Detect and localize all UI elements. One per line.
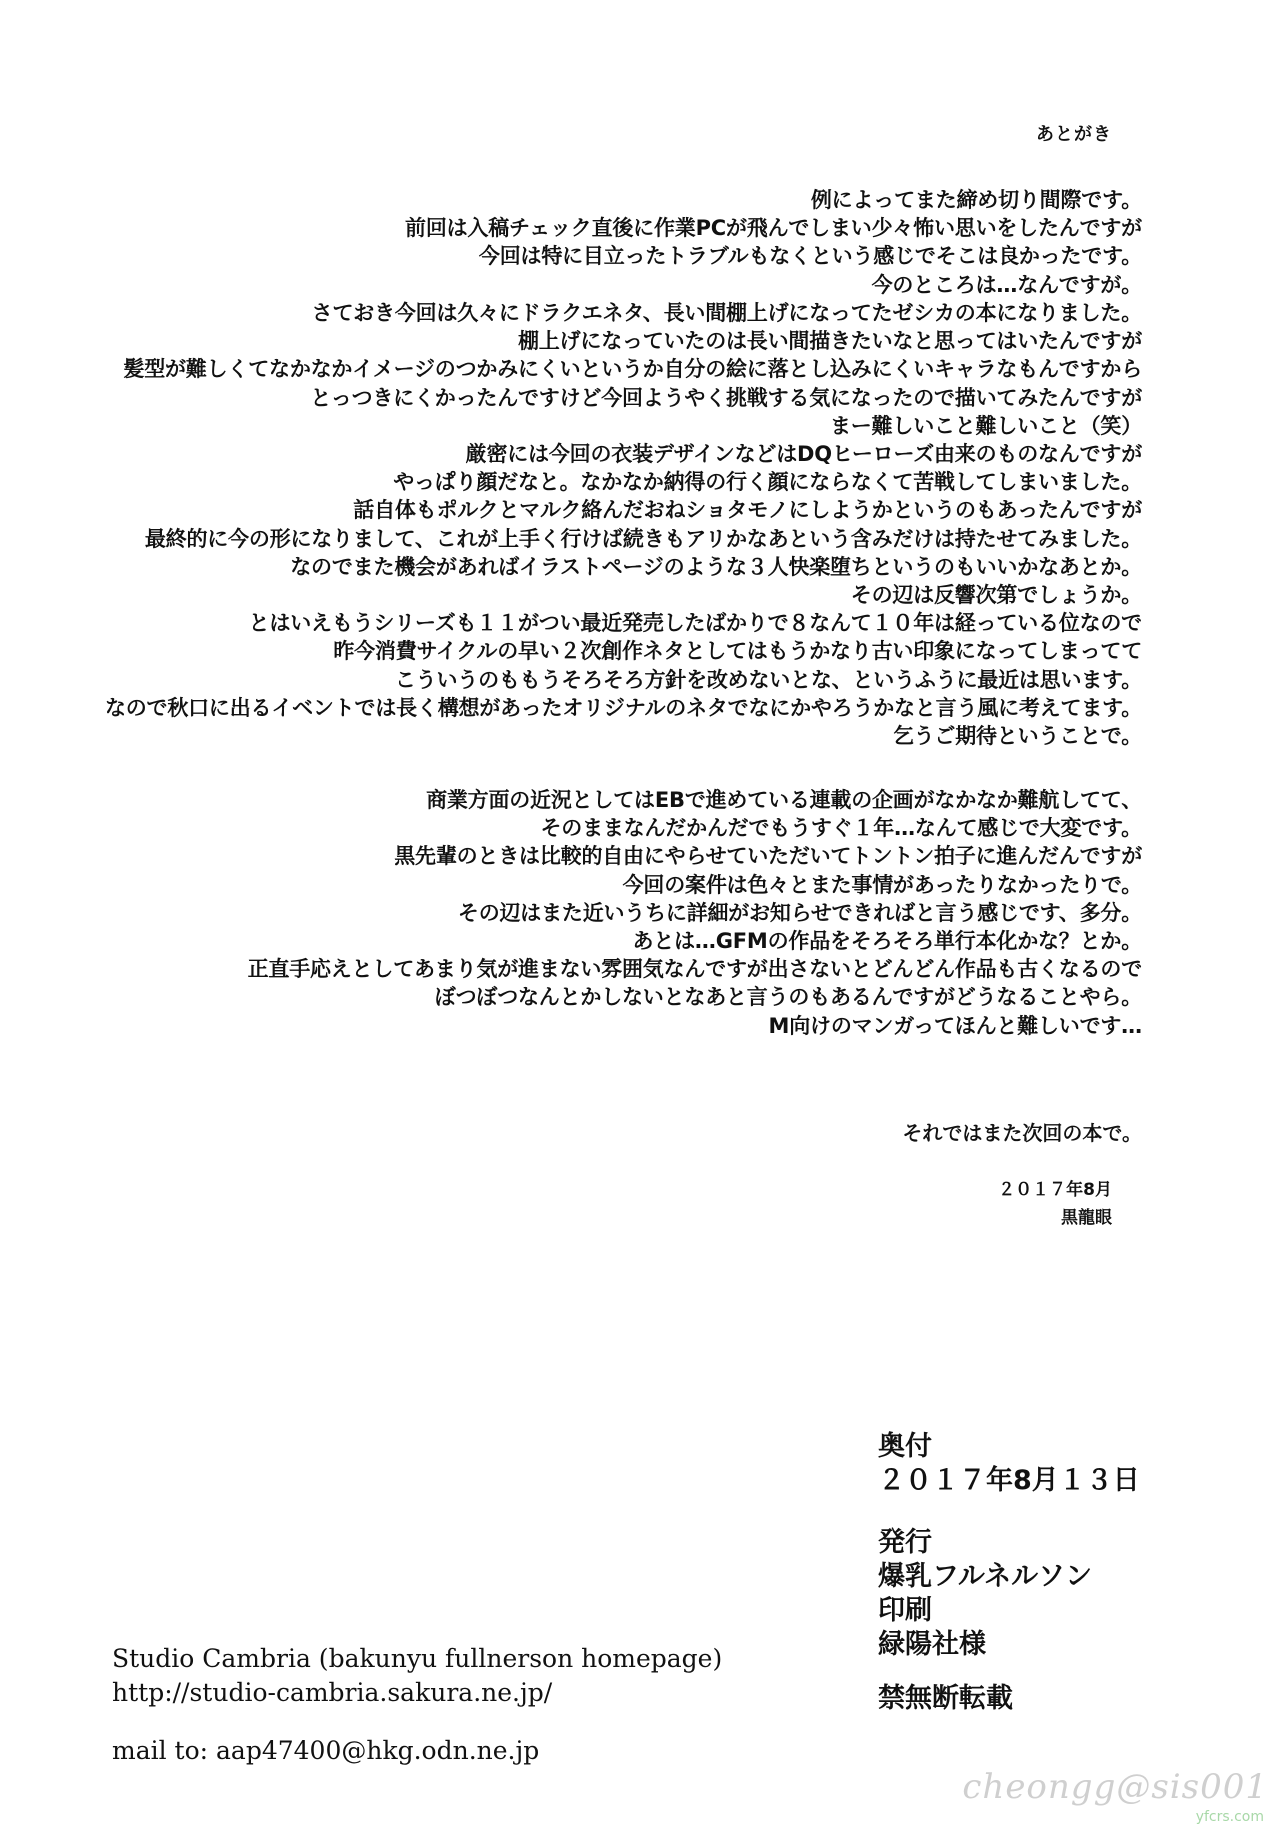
text-line: 昨今消費サイクルの早い２次創作ネタとしてはもうかなり古い印象になってしまってて: [333, 639, 1142, 664]
text-line: さておき今回は久々にドラクエネタ、長い間棚上げになってたゼシカの本になりました。: [311, 301, 1142, 325]
text-line: 今回の案件は色々とまた事情があったりなかったりで。: [622, 872, 1142, 897]
text-line: まー難しいこと難しいこと（笑）: [830, 413, 1142, 438]
afterword-heading: あとがき: [1036, 124, 1112, 145]
colophon: [878, 1430, 1140, 1716]
text-line: 話自体もポルクとマルク絡んだおねショタモノにしようかというのもあったんですが: [353, 498, 1142, 523]
text-line: やっぱり顔だなと。なかなか納得の行く顔にならなくて苦戦してしまいました。: [393, 470, 1142, 495]
text-line: とっつきにくかったんですけど今回ようやく挑戦する気になったので描いてみたんですが: [310, 385, 1142, 410]
text-line: あとは…GFMの作品をそろそろ単行本化かな？とか。: [632, 929, 1142, 954]
watermark-small: yfcrs.com: [1195, 1809, 1264, 1825]
afterword-signature: [998, 1176, 1112, 1232]
text-line: 黒先輩のときは比較的自由にやらせていただいてトントン拍子に進んだんですが: [394, 844, 1142, 869]
colophon-publisher: 爆乳フルネルソン: [878, 1561, 1093, 1592]
text-line: M向けのマンガってほんと難しいです…: [768, 1013, 1142, 1038]
watermark: cheongg@sis001: [962, 1767, 1268, 1807]
spacer: [878, 1662, 1140, 1682]
text-line: ぼつぼつなんとかしないとなあと言うのもあるんですがどうなることやら。: [434, 985, 1142, 1010]
afterword-paragraph-1: [405, 186, 1142, 299]
colophon-date: ２０１７年8月１３日: [878, 1465, 1140, 1496]
credit-block: [112, 1642, 722, 1710]
afterword-paragraph-2: [105, 299, 1142, 750]
contact-mail: mail to: aap47400@hkg.odn.ne.jp: [112, 1736, 540, 1765]
text-line: 棚上げになっていたのは長い間描きたいなと思ってはいたんですが: [518, 329, 1142, 354]
spacer: [878, 1498, 1140, 1526]
colophon-printer: 緑陽社様: [878, 1629, 986, 1660]
text-line: 前回は入稿チェック直後に作業PCが飛んでしまい少々怖い思いをしたんですが: [405, 216, 1142, 241]
afterword-closing: それではまた次回の本で。: [902, 1121, 1142, 1145]
text-line: なのでまた機会があればイラストページのような３人快楽堕ちというのもいいかなあとか。: [290, 554, 1142, 579]
afterword-paragraph-3: [248, 786, 1142, 1040]
text-line: なので秋口に出るイベントでは長く構想があったオリジナルのネタでなにかやろうかなと言う風に考えてます。: [104, 695, 1142, 720]
text-line: 今回は特に目立ったトラブルもなくという感じでそこは良かったです。: [478, 244, 1142, 269]
text-line: 今のところは…なんですが。: [871, 272, 1142, 297]
colophon-publish-label: 発行: [878, 1527, 932, 1558]
text-line: 乞うご期待ということで。: [892, 724, 1142, 749]
text-line: 最終的に今の形になりまして、これが上手く行けば続きもアリかなあという含みだけは持たせてみました。: [144, 526, 1142, 551]
site-name: Studio Cambria (bakunyu fullnerson homepage): [112, 1644, 723, 1673]
text-line: 例によってまた締め切り間際です。: [810, 188, 1142, 212]
text-line: 厳密には今回の衣装デザインなどはDQヒーローズ由来のものなんですが: [465, 442, 1142, 467]
colophon-title: 奥付: [878, 1431, 932, 1462]
afterword-author: 黒龍眼: [1061, 1208, 1112, 1228]
colophon-print-label: 印刷: [878, 1595, 932, 1626]
text-line: 正直手応えとしてあまり気が進まない雰囲気なんですが出さないとどんどん作品も古くなるので: [247, 957, 1142, 982]
text-line: とはいえもうシリーズも１１がつい最近発売したばかりで８なんて１０年は経っている位なので: [248, 611, 1142, 636]
colophon-notice: 禁無断転載: [878, 1683, 1013, 1714]
text-line: こういうのももうそろそろ方針を改めないとな、というふうに最近は思います。: [394, 667, 1142, 692]
text-line: その辺はまた近いうちに詳細がお知らせできればと言う感じです、多分。: [457, 900, 1142, 925]
text-line: そのままなんだかんだでもうすぐ１年…なんて感じで大変です。: [540, 816, 1142, 841]
text-line: 商業方面の近況としてはEBで進めている連載の企画がなかなか難航してて、: [426, 788, 1142, 812]
site-url: http://studio-cambria.sakura.ne.jp/: [112, 1678, 553, 1707]
text-line: その辺は反響次第でしょうか。: [850, 583, 1142, 608]
afterword-date: ２０１７年8月: [998, 1180, 1112, 1200]
text-line: 髪型が難しくてなかなかイメージのつかみにくいというか自分の絵に落とし込みにくいキャラなもんですから: [123, 357, 1142, 382]
